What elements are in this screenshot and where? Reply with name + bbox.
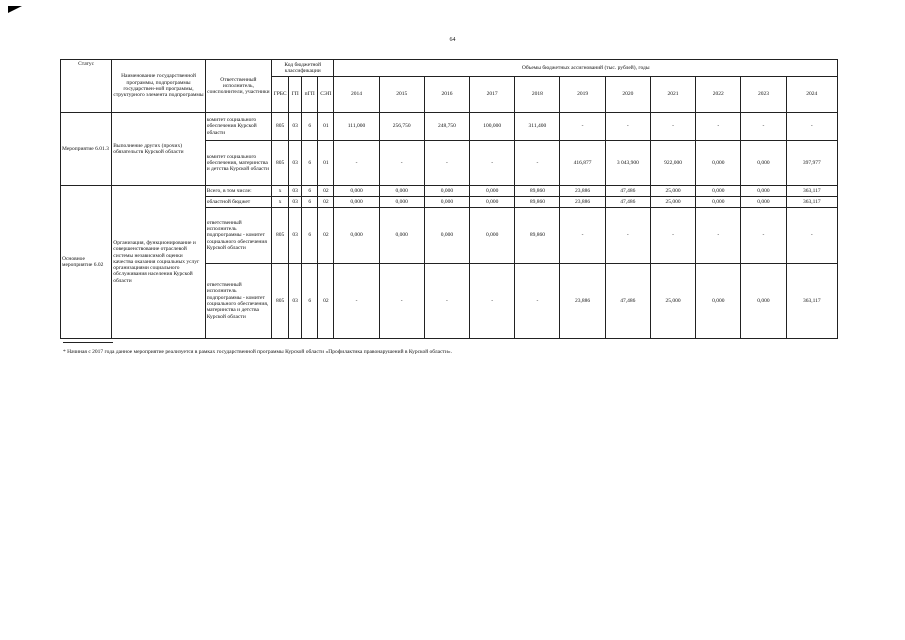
cell-value: 256,750 (379, 113, 424, 141)
cell-sep: 01 (318, 141, 334, 186)
cell-value: 0,000 (696, 141, 741, 186)
cell-grbs: 805 (272, 113, 289, 141)
cell-value: - (696, 113, 741, 141)
cell-value: - (741, 208, 786, 264)
cell-pgp: 6 (302, 264, 318, 339)
header-code-gp: ГП (289, 77, 302, 113)
row-status: Мероприятие 6.01.3 (61, 113, 112, 186)
cell-gp: 03 (289, 264, 302, 339)
cell-value: - (560, 113, 605, 141)
cell-value: 23,886 (560, 186, 605, 197)
cell-value: 47,486 (605, 264, 650, 339)
header-status: Статус (61, 60, 112, 113)
cell-sep: 02 (318, 197, 334, 208)
cell-value: - (650, 113, 695, 141)
row-executor: комитет социального обеспечения Курской области (205, 113, 271, 141)
header-code-sep: СЭП (318, 77, 334, 113)
cell-value: 0,000 (334, 197, 379, 208)
row-executor: Всего, в том числе: (205, 186, 271, 197)
cell-value: 363,117 (786, 186, 837, 197)
cell-value: 111,000 (334, 113, 379, 141)
cell-value: 0,000 (696, 197, 741, 208)
header-year: 2024 (786, 77, 837, 113)
header-volumes: Объемы бюджетных ассигнований (тыс. рублей), годы (334, 60, 838, 77)
header-year: 2020 (605, 77, 650, 113)
cell-gp: 03 (289, 141, 302, 186)
page-number: 64 (449, 37, 456, 43)
cell-value: - (560, 208, 605, 264)
row-executor: ответственный исполнитель подпрограммы - комитет социального обеспечения Курской области (205, 208, 271, 264)
cell-value: 0,000 (379, 197, 424, 208)
cell-value: 0,000 (424, 197, 469, 208)
cell-pgp: 6 (302, 197, 318, 208)
cell-value: 0,000 (741, 264, 786, 339)
cell-value: 23,886 (560, 197, 605, 208)
header-year: 2015 (379, 77, 424, 113)
cell-value: 100,000 (470, 113, 515, 141)
row-executor: ответственный исполнитель подпрограммы - комитет социального обеспечения, материнства и детства Курской области (205, 264, 271, 339)
cell-value: 89,860 (515, 208, 560, 264)
cell-value: 89,860 (515, 186, 560, 197)
cell-value: 363,117 (786, 197, 837, 208)
header-year: 2016 (424, 77, 469, 113)
cell-value: - (334, 264, 379, 339)
cell-value: 89,860 (515, 197, 560, 208)
header-year: 2014 (334, 77, 379, 113)
cell-value: - (605, 208, 650, 264)
cell-value: 0,000 (696, 186, 741, 197)
header-year: 2022 (696, 77, 741, 113)
row-executor: комитет социального обеспечения, материнства и детства Курской области (205, 141, 271, 186)
cell-value: - (605, 113, 650, 141)
cell-value: - (470, 264, 515, 339)
cell-value: 0,000 (424, 186, 469, 197)
header-year: 2019 (560, 77, 605, 113)
header-code-pgp: пГП (302, 77, 318, 113)
cell-grbs: х (272, 197, 289, 208)
row-executor: областной бюджет (205, 197, 271, 208)
cell-value: - (650, 208, 695, 264)
cell-value: 47,486 (605, 197, 650, 208)
cell-sep: 02 (318, 264, 334, 339)
row-status: Основное мероприятие 6.02 (61, 186, 112, 339)
cell-value: 0,000 (470, 208, 515, 264)
cell-grbs: х (272, 186, 289, 197)
cell-grbs: 805 (272, 141, 289, 186)
cell-value: 0,000 (741, 197, 786, 208)
footnote-divider (63, 342, 113, 343)
cell-gp: 03 (289, 208, 302, 264)
cell-value: - (696, 208, 741, 264)
cell-value: - (424, 141, 469, 186)
cell-value: 0,000 (470, 186, 515, 197)
cell-value: 0,000 (379, 208, 424, 264)
cell-value: - (515, 141, 560, 186)
cell-sep: 01 (318, 113, 334, 141)
cell-value: 25,000 (650, 186, 695, 197)
header-year: 2018 (515, 77, 560, 113)
cell-value: 3 043,900 (605, 141, 650, 186)
cell-value: 363,117 (786, 264, 837, 339)
cell-grbs: 805 (272, 208, 289, 264)
table-row (61, 113, 838, 141)
cell-value: - (515, 264, 560, 339)
cell-value: - (424, 264, 469, 339)
cell-value: 47,486 (605, 186, 650, 197)
cell-value: - (786, 208, 837, 264)
header-executor: Ответственный исполнитель, соисполнители, участники (205, 60, 271, 113)
footnote: * Начиная с 2017 года данное мероприятие реализуется в рамках государственной программы Курской области «Профилактика правонарушений в Курской области». (63, 349, 453, 355)
cell-value: - (470, 141, 515, 186)
row-name: Выполнение других (прочих) обязательств Курской области (112, 113, 205, 186)
cell-value: 416,877 (560, 141, 605, 186)
table-row (61, 186, 838, 197)
cell-value: 0,000 (741, 186, 786, 197)
cell-value: - (379, 264, 424, 339)
cell-pgp: 6 (302, 186, 318, 197)
budget-table (60, 59, 838, 339)
cell-value: 25,000 (650, 197, 695, 208)
header-name: Наименование государственной программы, подпрограммы государствен-ной программы, структурного элемента подпрограммы (112, 60, 205, 113)
cell-sep: 02 (318, 186, 334, 197)
row-name: Организация, функционирование и совершенствование отраслевой системы независимой оценки качества оказания социальных услуг организациями социального обслуживания населения Курской области (112, 186, 205, 339)
cell-gp: 03 (289, 197, 302, 208)
cell-value: 0,000 (334, 208, 379, 264)
cell-sep: 02 (318, 208, 334, 264)
header-code-grbs: ГРБС (272, 77, 289, 113)
cell-value: 0,000 (379, 186, 424, 197)
cell-value: 0,000 (741, 141, 786, 186)
cell-value: 397,977 (786, 141, 837, 186)
header-budget-code: Код бюджетной классификации (272, 60, 334, 77)
cell-value: - (741, 113, 786, 141)
header-year: 2017 (470, 77, 515, 113)
cell-pgp: 6 (302, 141, 318, 186)
cell-value: - (379, 141, 424, 186)
corner-mark (8, 6, 22, 13)
cell-grbs: 805 (272, 264, 289, 339)
cell-value: 0,000 (696, 264, 741, 339)
cell-value: 922,000 (650, 141, 695, 186)
header-year: 2021 (650, 77, 695, 113)
cell-value: 23,886 (560, 264, 605, 339)
cell-value: 248,750 (424, 113, 469, 141)
cell-value: - (786, 113, 837, 141)
cell-value: 311,400 (515, 113, 560, 141)
cell-pgp: 6 (302, 113, 318, 141)
cell-gp: 03 (289, 186, 302, 197)
cell-value: 0,000 (424, 208, 469, 264)
cell-value: 0,000 (334, 186, 379, 197)
cell-pgp: 6 (302, 208, 318, 264)
cell-value: 25,000 (650, 264, 695, 339)
cell-value: 0,000 (470, 197, 515, 208)
header-year: 2023 (741, 77, 786, 113)
header-row-1 (61, 60, 838, 77)
cell-value: - (334, 141, 379, 186)
cell-gp: 03 (289, 113, 302, 141)
